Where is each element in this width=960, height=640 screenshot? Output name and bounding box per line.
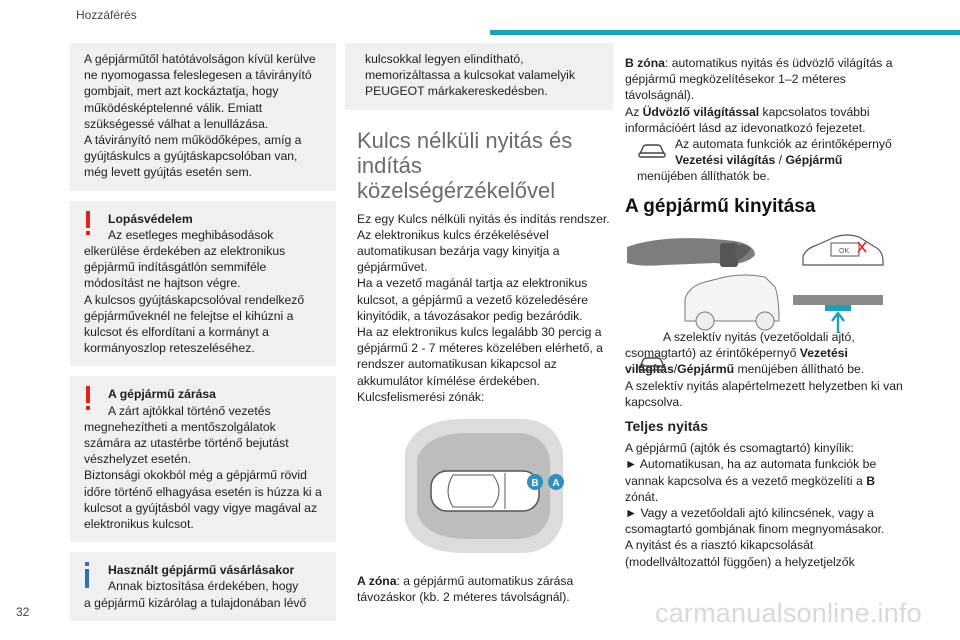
bullet1-term: B bbox=[866, 473, 875, 488]
bullet1-pre: ► Automatikusan, ha az automata funkciók be vannak kapcsolva és a vezető megközelíti a bbox=[625, 457, 877, 488]
note-text: A gépjárműtől hatótávolságon kívül kerülve ne nyomogassa feleslegesen a távirányító gombjait, mert azt kockáztatja, hogy működésképtelenné válik. Emiatt szükségessé válhat a lenullázása. A távirányító nem működőképes, amíg a gyújtáskulcs a gyújtáskapcsolóban van, még levett gyújtás esetén sem. bbox=[84, 52, 316, 180]
note2-post: menüjében állítható be. bbox=[734, 362, 865, 377]
car-top-view-icon bbox=[431, 471, 539, 511]
welcome-lighting-ref bbox=[625, 104, 903, 136]
note2-term2: Gépjármű bbox=[677, 362, 735, 377]
warning-text: megnehezítheti a mentőszolgálatok számára az utastérbe történő bejutást vészhelyzet esetén. Biztonsági okokból még a gépjármű rövid időre történő elhagyása esetén is húzza ki a kulcsot a gyújtásból vagy vigye magával az elektronikus kulcsot. bbox=[84, 419, 322, 532]
warning-exclamation-icon bbox=[83, 211, 93, 237]
info-icon bbox=[83, 562, 91, 588]
welcome-post: kapcsolatos további információért lásd az idevonatkozó fejezetet. bbox=[625, 104, 870, 135]
info-text-first: Annak biztosítása érdekében, hogy bbox=[108, 579, 299, 594]
note2-sep: / bbox=[673, 362, 678, 377]
car-settings-icon bbox=[637, 140, 667, 160]
full-opening-intro: A gépjármű (ajtók és csomagtartó) kinyílik: bbox=[625, 441, 854, 456]
keyless-body bbox=[345, 211, 613, 405]
note2-extra: A szelektív nyitás alapértelmezett helyzetben ki van kapcsolva. bbox=[625, 378, 903, 409]
ok-label: OK bbox=[839, 247, 850, 255]
warning-text-first: A zárt ajtókkal történő vezetés bbox=[108, 403, 271, 418]
bullet1-post: zónát. bbox=[625, 489, 659, 504]
note1-sep: / bbox=[775, 153, 786, 168]
touchscreen-note-1 bbox=[625, 136, 903, 168]
warning-text-first: Az esetleges meghibásodások bbox=[108, 227, 274, 242]
watermark: carmanualsonline.info bbox=[655, 598, 922, 628]
welcome-pre: Az bbox=[625, 104, 643, 119]
car-with-ok-icon bbox=[803, 235, 883, 265]
subheading-full-opening: Teljes nyitás bbox=[625, 418, 709, 435]
zone-a-badge: A bbox=[552, 478, 560, 490]
welcome-term: Üdvözlő világítással bbox=[642, 104, 760, 119]
car-settings-icon bbox=[637, 353, 667, 373]
warning-box-locking bbox=[70, 376, 336, 542]
info-text-continued: kulcsokkal legyen elindítható, memorizáltassa a kulcsokat valamelyik PEUGEOT márkakereskedésben. bbox=[365, 52, 575, 99]
column-right bbox=[625, 43, 903, 570]
door-handle-icon bbox=[627, 238, 755, 267]
bullet-handle: ► Vagy a vezetőoldali ajtó kilincsének, vagy a csomagtartó gombjának finom megnyomásakor. bbox=[625, 506, 885, 537]
section-title: Hozzáférés bbox=[76, 8, 137, 22]
zone-b-description bbox=[625, 55, 903, 104]
warning-title: Lopásvédelem bbox=[108, 211, 193, 226]
key-detection-zones-figure bbox=[345, 411, 613, 561]
zone-a-description bbox=[345, 573, 613, 605]
column-left bbox=[70, 43, 336, 631]
note1-menu bbox=[675, 152, 903, 168]
zone-b-term: B zóna bbox=[625, 56, 665, 70]
note2-term1: Vezetési világítás bbox=[625, 346, 848, 377]
suv-rear-view-icon bbox=[685, 275, 779, 330]
note1-text: Az automata funkciók az érintőképernyő bbox=[675, 137, 892, 152]
bullet-auto bbox=[625, 456, 903, 505]
zone-b-badge: B bbox=[531, 478, 539, 490]
zone-a-term: A zóna bbox=[357, 574, 397, 589]
info-box-continued bbox=[345, 43, 613, 110]
page-number: 32 bbox=[16, 605, 30, 619]
note2-pre: A szelektív nyitás (vezetőoldali ajtó, csomagtartó) az érintőképernyő bbox=[625, 330, 855, 361]
final-text: A nyitást és a riasztó kikapcsolását (modellváltozattól függően) a helyzetjelzők bbox=[625, 538, 855, 569]
zone-b-text: : automatikus nyitás és üdvözlő világítás a gépjármű megközelítésekor 1–2 méteres távolságnál). bbox=[625, 56, 893, 103]
note1-post: menüjében állíthatók be. bbox=[637, 169, 770, 184]
zone-a-text: : a gépjármű automatikus zárása távozáskor (kb. 2 méteres távolságnál). bbox=[357, 574, 574, 605]
warning-box-antitheft bbox=[70, 201, 336, 367]
note1-term2: Gépjármű bbox=[785, 153, 843, 168]
warning-title: A gépjármű zárása bbox=[108, 387, 216, 402]
info-text: a gépjármű kizárólag a tulajdonában lévő bbox=[84, 595, 307, 610]
unlocking-illustration bbox=[625, 227, 885, 335]
warning-exclamation-icon bbox=[83, 386, 93, 412]
info-title: Használt gépjármű vásárlásakor bbox=[108, 563, 295, 578]
section-heading-keyless: Kulcs nélküli nyitás és indítás közelségérzékelővel bbox=[357, 127, 573, 203]
trunk-button-icon bbox=[793, 295, 883, 333]
header-accent-bar bbox=[490, 30, 960, 35]
info-box-used-car bbox=[70, 552, 336, 621]
note1-term1: Vezetési világítás bbox=[675, 153, 776, 168]
section-heading-unlocking: A gépjármű kinyitása bbox=[625, 195, 816, 217]
column-middle bbox=[345, 43, 613, 606]
warning-text: elkerülése érdekében az elektronikus gépjármű indításgátlón semmiféle módosítást ne hajtson végre. A kulcsos gyújtáskapcsolóval rendelkező gépjárműveknél ne felejtse el kihúzni a kulcsot és elfordítani a kormányt a kormányoszlop reteszeléséhez. bbox=[84, 244, 305, 356]
keyless-text: Ez egy Kulcs nélküli nyitás és indítás rendszer. Az elektronikus kulcs érzékelésével automatikusan bezárja vagy kinyitja a gépjárművet. Ha a vezető magánál tartja az elektronikus kulcsot, a gépjármű a vezető közeledésére kinyitódik, a távozásakor pedig bezáródik. Ha az elektronikus kulcs legalább 30 percig a gépjármű 2 - 7 méteres közelében elérhető, a rendszer automatikusan kikapcsol az akkumulátor kímélése érdekében. Kulcsfelismerési zónák: bbox=[357, 211, 610, 404]
note-box-remote bbox=[70, 43, 336, 191]
